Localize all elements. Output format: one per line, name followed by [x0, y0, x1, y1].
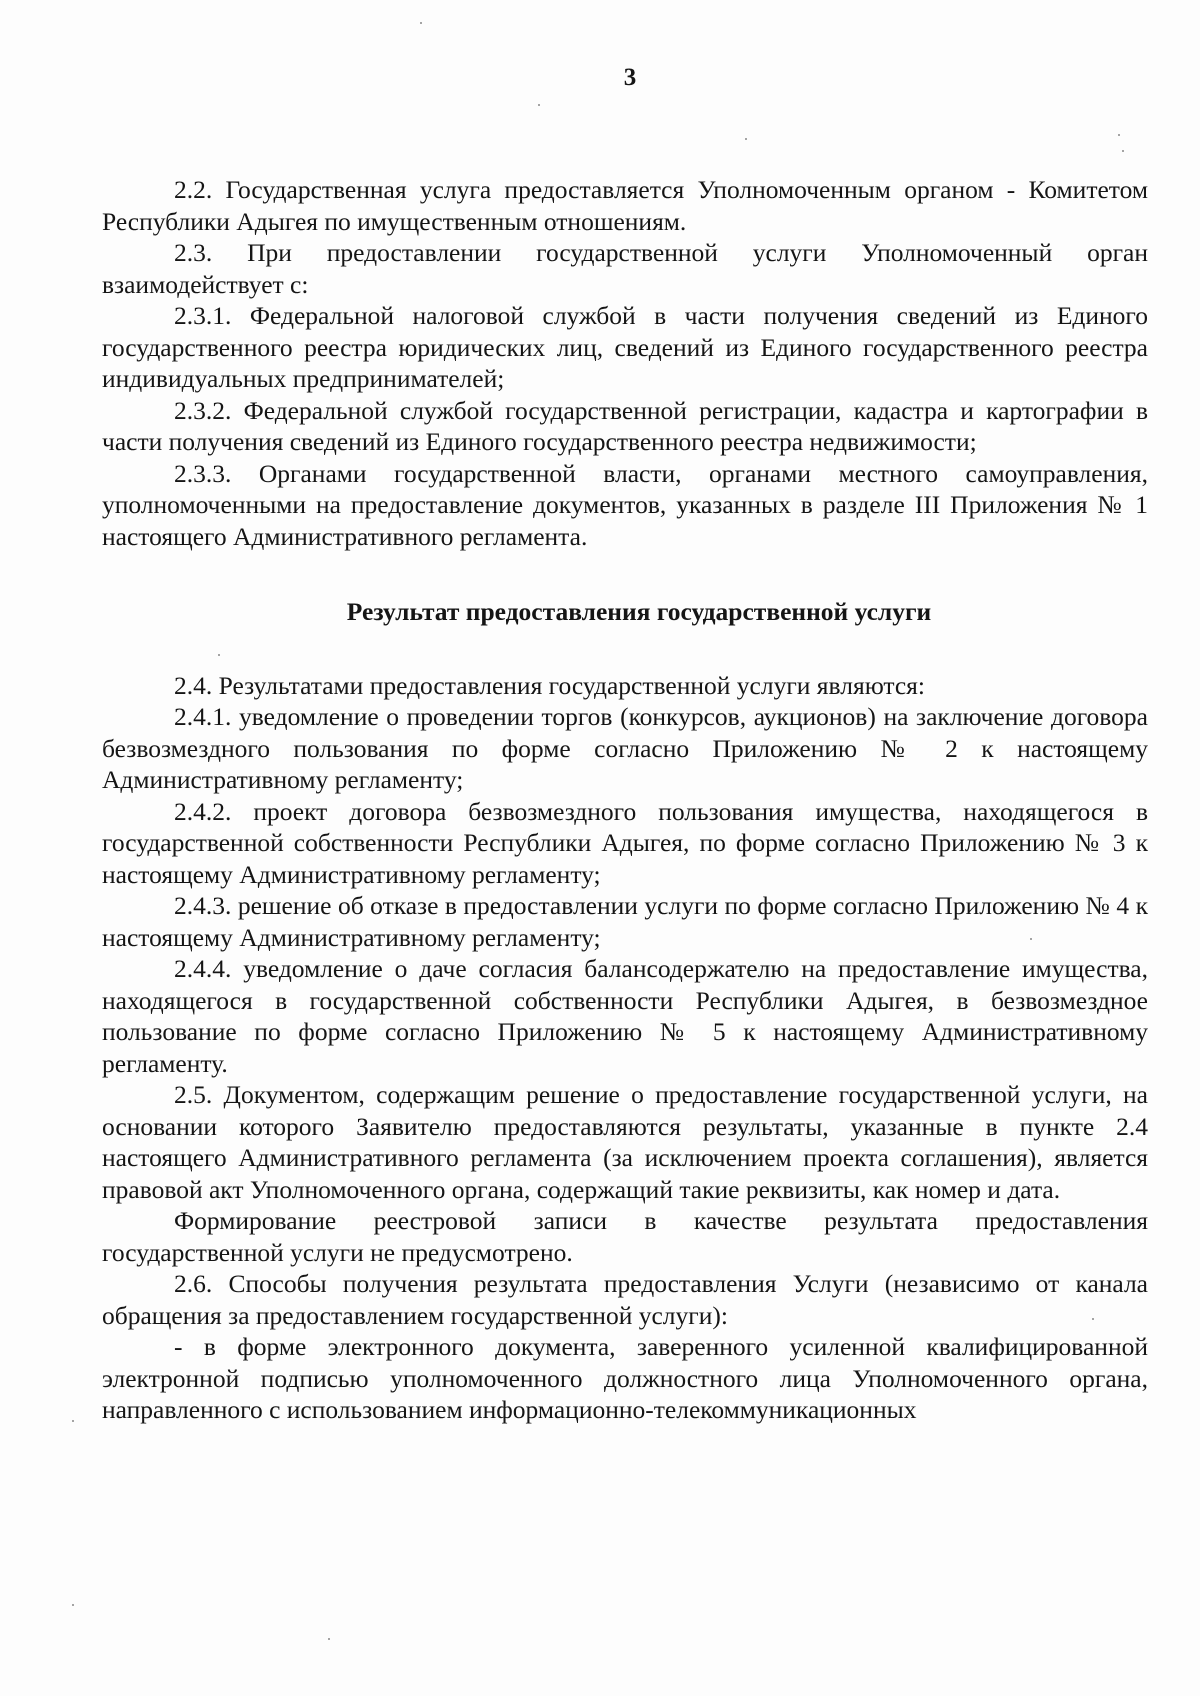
paragraph-2-3-2: 2.3.2. Федеральной службой государственной регистрации, кадастра и картографии в части получения сведений из Единого государственного реестра недвижимости;	[102, 395, 1148, 456]
paragraph-2-2: 2.2. Государственная услуга предоставляется Уполномоченным органом - Комитетом Республики Адыгея по имущественным отношениям.	[102, 175, 1148, 236]
scan-speck	[1122, 150, 1124, 152]
scan-speck	[538, 104, 540, 106]
paragraph-2-5: 2.5. Документом, содержащим решение о предоставление государственной услуги, на основании которого Заявителю предоставляются результаты, указанные в пункте 2.4 настоящего Административного регламента (за исключением проекта соглашения), является правовой акт Уполномоченного органа, содержащий такие реквизиты, как номер и дата.	[102, 1080, 1148, 1204]
scan-speck	[745, 138, 747, 140]
paragraph-2-3: 2.3. При предоставлении государственной услуги Уполномоченный орган взаимодействует с:	[102, 238, 1148, 299]
scan-speck	[1118, 134, 1120, 136]
scan-speck	[328, 1638, 330, 1640]
paragraph-2-4-2: 2.4.2. проект договора безвозмездного пользования имущества, находящегося в государственной собственности Республики Адыгея, по форме согласно Приложению № 3 к настоящему Административному регламенту;	[102, 796, 1148, 889]
scan-speck	[1092, 1318, 1094, 1320]
scan-speck	[72, 1604, 74, 1606]
paragraph-2-3-1: 2.3.1. Федеральной налоговой службой в части получения сведений из Единого государственного реестра юридических лиц, сведений из Единого государственного реестра индивидуальных предпринимателей;	[102, 301, 1148, 393]
scan-speck	[420, 22, 422, 24]
paragraph-2-3-3: 2.3.3. Органами государственной власти, органами местного самоуправления, уполномоченными на предоставление документов, указанных в разделе III Приложения № 1 настоящего Административного регламента.	[102, 458, 1148, 551]
paragraph-2-6: 2.6. Способы получения результата предоставления Услуги (независимо от канала обращения за предоставлением государственной услуги):	[102, 1269, 1148, 1330]
scan-speck	[72, 1420, 74, 1422]
paragraph-2-4-1: 2.4.1. уведомление о проведении торгов (конкурсов, аукционов) на заключение договора безвозмездного пользования по форме согласно Приложению № 2 к настоящему Административному регламенту;	[102, 702, 1148, 794]
scan-speck	[1030, 938, 1032, 940]
paragraph-2-4: 2.4. Результатами предоставления государственной услуги являются:	[174, 670, 925, 700]
paragraph-2-4-3: 2.4.3. решение об отказе в предоставлении услуги по форме согласно Приложению № 4 к настоящему Административному регламенту;	[102, 891, 1148, 952]
scan-speck	[218, 654, 220, 656]
paragraph-2-4-4: 2.4.4. уведомление о даче согласия балансодержателю на предоставление имущества, находящегося в государственной собственности Республики Адыгея, в безвозмездное пользование по форме согласно Приложению № 5 к настоящему Административному регламенту.	[102, 954, 1148, 1078]
document-body	[102, 174, 1148, 1426]
section-heading: Результат предоставления государственной услуги	[346, 597, 932, 626]
paragraph-registry-record: Формирование реестровой записи в качестве результата предоставления государственной услуги не предусмотрено.	[102, 1206, 1148, 1267]
page-number: 3	[623, 64, 637, 91]
paragraph-electronic-document: - в форме электронного документа, заверенного усиленной квалифицированной электронной подписью уполномоченного должностного лица Уполномоченного органа, направленного с использованием информационно-телекоммуникационных	[102, 1332, 1148, 1424]
